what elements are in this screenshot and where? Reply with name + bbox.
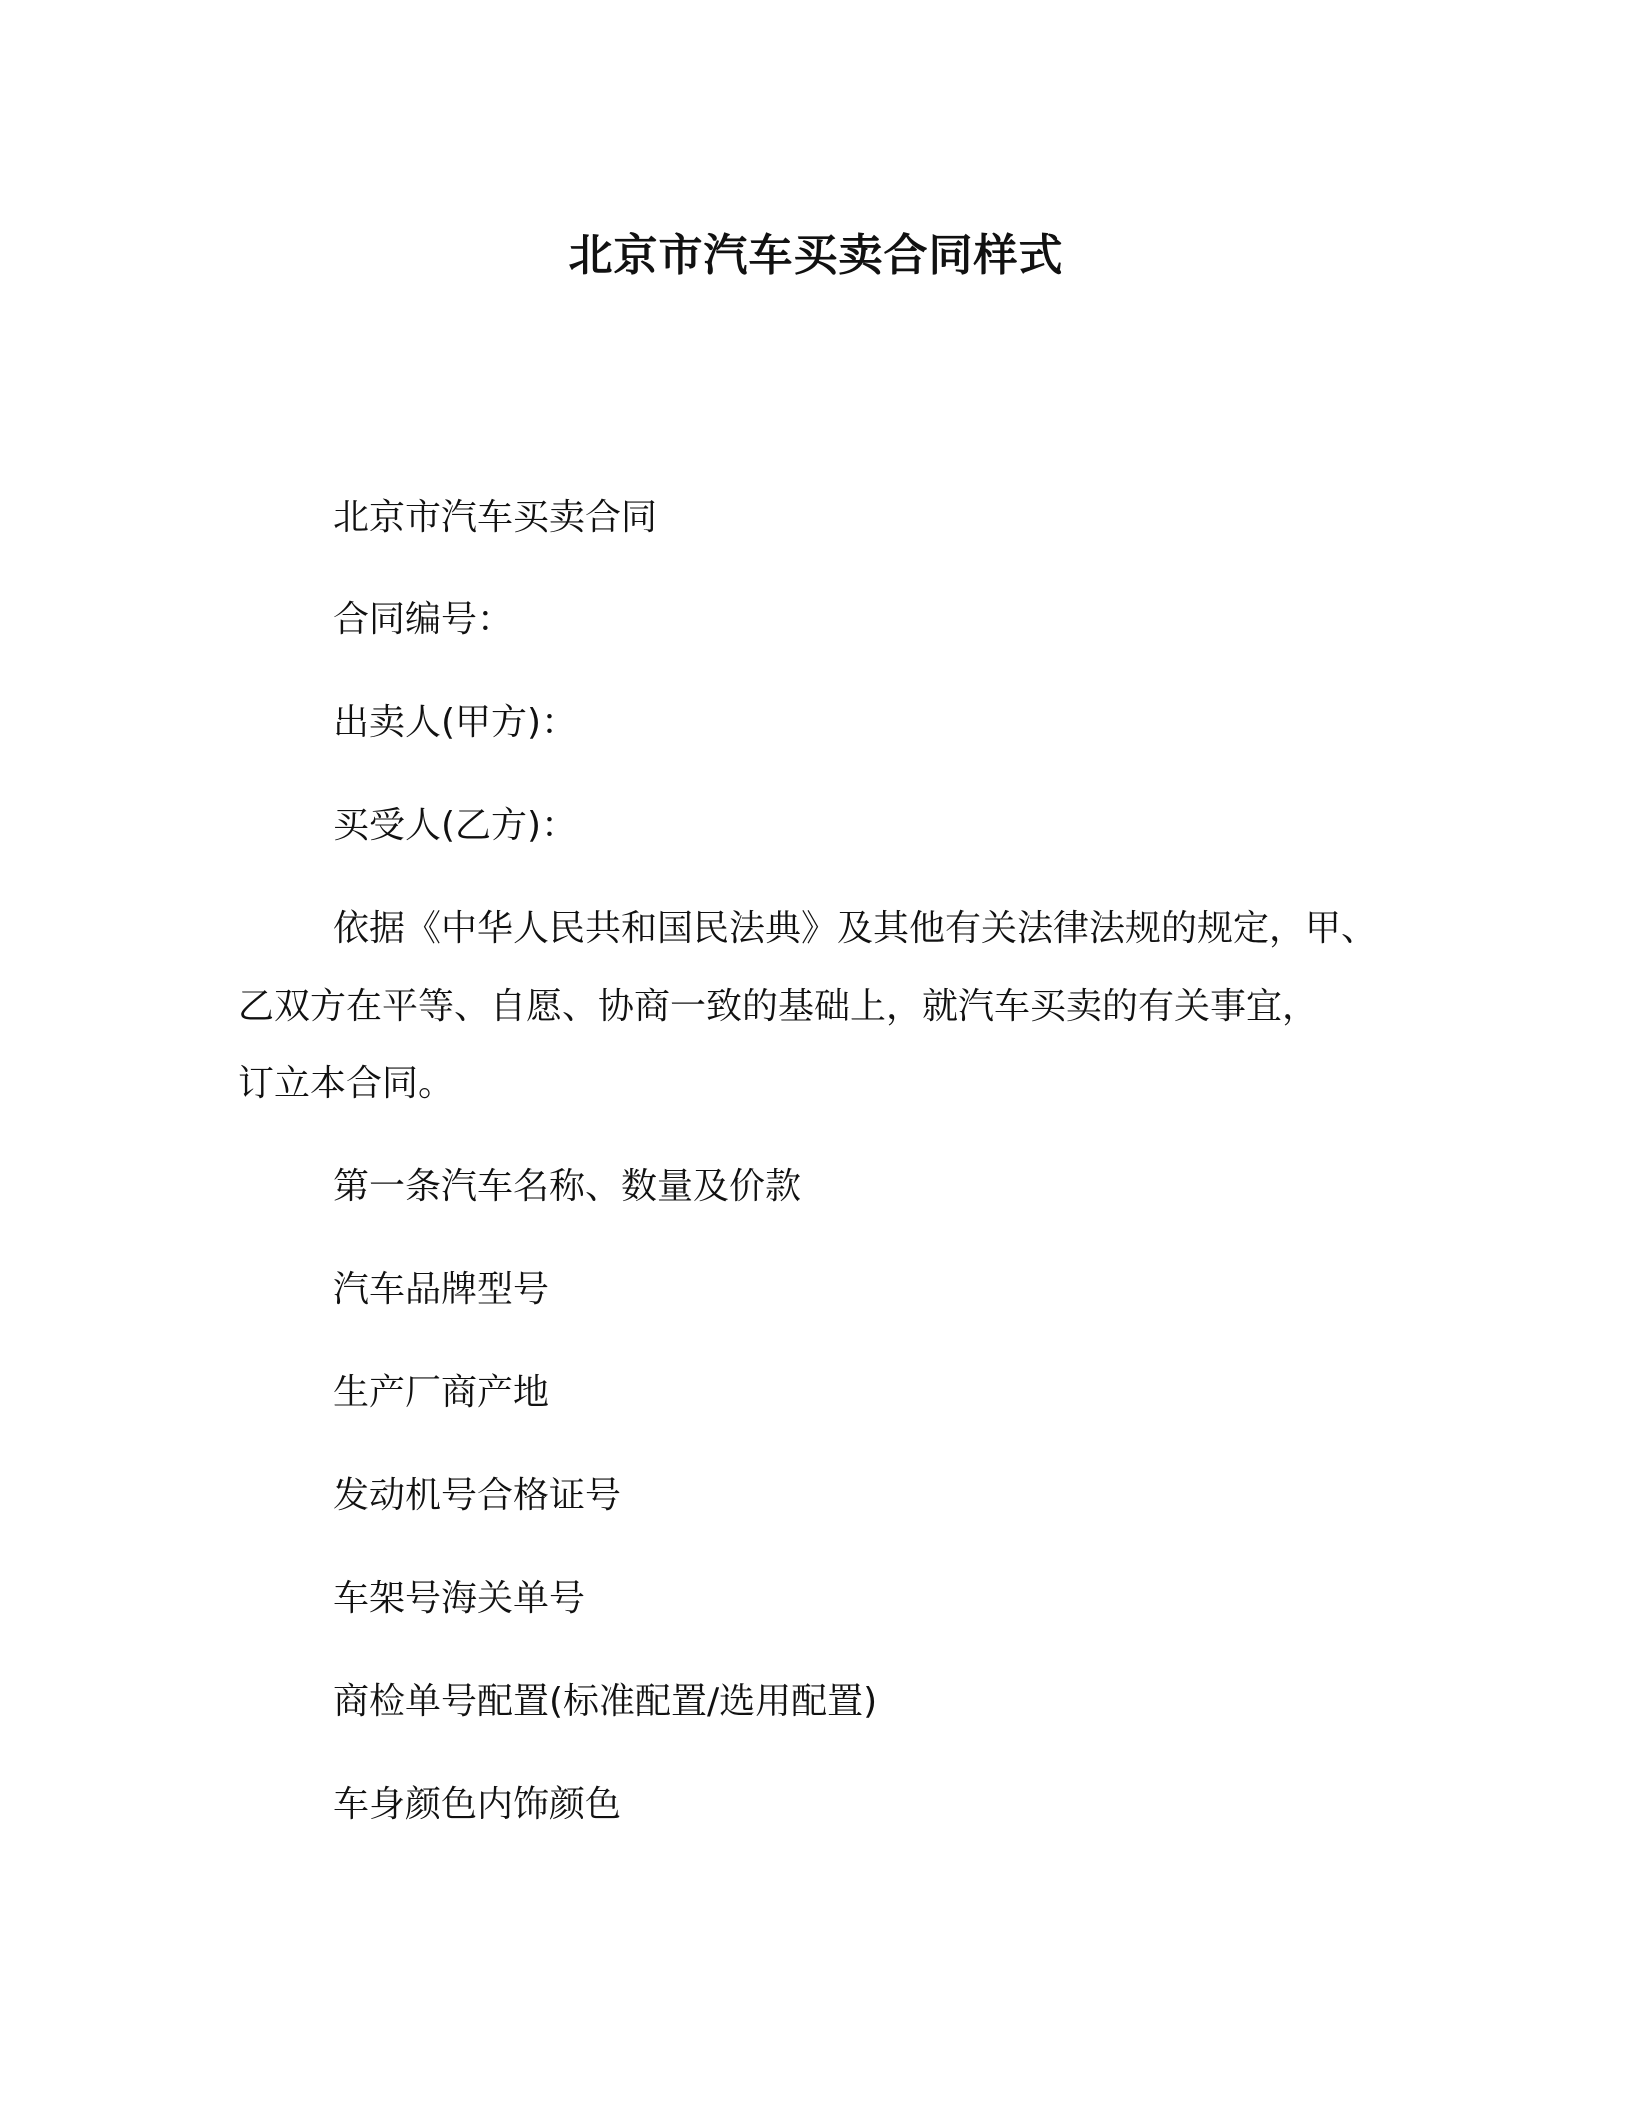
contract-number-label: 合同编号： xyxy=(333,599,514,640)
field-inspection-configuration: 商检单号配置(标准配置/选用配置) xyxy=(333,1681,878,1722)
buyer-label: 买受人(乙方)： xyxy=(333,805,578,846)
field-brand-model: 汽车品牌型号 xyxy=(333,1269,550,1310)
field-body-interior-color: 车身颜色内饰颜色 xyxy=(333,1784,622,1825)
field-engine-certificate: 发动机号合格证号 xyxy=(333,1475,622,1516)
preamble-line-2: 乙双方在平等、自愿、协商一致的基础上，就汽车买卖的有关事宜， xyxy=(238,986,1319,1027)
contract-heading: 北京市汽车买卖合同 xyxy=(333,497,658,538)
field-frame-customs: 车架号海关单号 xyxy=(333,1578,586,1619)
preamble-line-1: 依据《中华人民共和国民法典》及其他有关法律法规的规定，甲、 xyxy=(333,908,1378,949)
field-manufacturer-origin: 生产厂商产地 xyxy=(333,1372,550,1413)
seller-label: 出卖人(甲方)： xyxy=(333,702,578,743)
document-title: 北京市汽车买卖合同样式 xyxy=(568,230,1064,281)
article-one-heading: 第一条汽车名称、数量及价款 xyxy=(333,1166,802,1207)
preamble-line-3: 订立本合同。 xyxy=(238,1063,455,1104)
